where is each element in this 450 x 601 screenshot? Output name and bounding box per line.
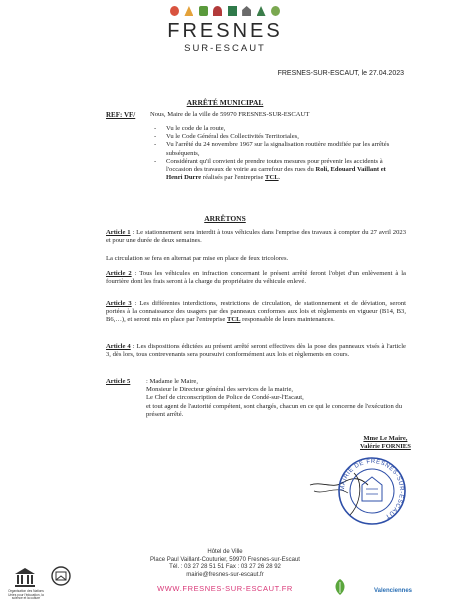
arretons-heading: ARRÊTONS <box>204 214 246 223</box>
article-text: : Tous les véhicules en infraction concernant le présent arrêté feront l'objet d'un enlèvement à la fourrière dont les frais seront à la charge du propriétaire du véhicule enlevé. <box>106 270 406 286</box>
heritage-logo-icon <box>50 565 72 589</box>
stamp-text: MAIRIE DE FRESNES-SUR-ESCAUT <box>339 458 405 520</box>
article-text-after: responsable de leurs maintenances. <box>240 316 335 324</box>
document-title: ARRÊTÉ MUNICIPAL <box>186 98 264 107</box>
logo-icons <box>170 6 280 18</box>
article-5-list <box>146 378 408 419</box>
company-name: TCL <box>226 316 241 324</box>
article-label: Article 1 <box>106 229 131 236</box>
reference: REF: VF/ <box>106 111 136 119</box>
punctuation: . <box>278 174 281 182</box>
consideration-item: - Vu le code de la route, <box>154 125 402 133</box>
streets-bold: Roli, Edouard Vaillant et Henri Durre <box>166 166 386 182</box>
unesco-logo-icon <box>14 566 36 590</box>
footer-line: Hôtel de Ville <box>207 549 243 555</box>
article-5-item: : Madame le Maire, <box>146 378 198 385</box>
consideration-text: Considérant qu'il convient de prendre toutes mesures pour prévenir les accidents à l'occasion des travaux de voirie au carrefour des rues du <box>166 157 383 174</box>
considerations-list <box>154 125 402 182</box>
article-text: : Les dispositions édictées au présent arrêté seront effectives dès la pose des panneaux visés à l'article 3, dès lors, tous contrevenants sera poursuivi conformément aux lois et règlements en cours. <box>106 343 406 359</box>
article-label: Article 4 <box>106 343 131 350</box>
article-1 <box>106 229 406 245</box>
logo-icon <box>242 6 251 16</box>
signature-title: Mme Le Maire, <box>363 435 408 442</box>
article-text: : Le stationnement sera interdit à tous véhicules dans l'emprise des travaux à compter du 27 avril 2023 et pour une durée de deux semaines. <box>106 229 406 245</box>
consideration-item <box>154 158 402 183</box>
logo-icon <box>271 6 280 16</box>
article-label: Article 3 <box>106 300 132 307</box>
signature-name: Valérie FORNIES <box>360 443 411 450</box>
consideration-text-mid: réalisés par l'entreprise <box>201 174 266 182</box>
unesco-label: Organisation des Nations Unies pour l'éducation, la science et la culture <box>8 589 44 601</box>
article-5-item: Monsieur le Directeur général des services de la mairie, <box>146 386 294 394</box>
article-5-item: Le Chef de circonscription de Police de Condé-sur-l'Escaut, <box>146 394 304 402</box>
logo-icon <box>257 6 266 16</box>
logo-icon <box>213 6 222 16</box>
consideration-item: - Vu l'arrêté du 24 novembre 1967 sur la signalisation routière modifiée par les arrêtés subséquents, <box>154 141 402 157</box>
date-line: FRESNES-SUR-ESCAUT, le 27.04.2023 <box>277 70 404 77</box>
footer-line: Tél. : 03 27 28 51 51 Fax : 03 27 26 28 92 <box>169 564 281 571</box>
logo-title: FRESNES <box>167 20 283 42</box>
partner-logo: Valenciennes <box>374 588 413 594</box>
article-2 <box>106 270 406 286</box>
logo-icon <box>170 6 179 16</box>
article-label: Article 2 <box>106 270 132 277</box>
consideration-item: - Vu le Code Général des Collectivités Territoriales, <box>154 133 402 141</box>
article-text: La circulation se fera en alternat par mise en place de feux tricolores. <box>106 255 289 262</box>
mayor-intro: Nous, Maire de la ville de 59970 FRESNES-SUR-ESCAUT <box>150 111 310 118</box>
green-leaf-icon <box>332 578 348 596</box>
article-text: : Les différentes interdictions, restrictions de circulation, de stationnement et de déviation, seront portées à la connaissance des usagers par des panneaux conformes aux lois et règlements en vigueur (B14, B3, B6,…), et seront mis en place par l'entreprise <box>106 300 406 324</box>
footer-line: mairie@fresnes-sur-escaut.fr <box>186 571 264 578</box>
logo-icon <box>228 6 237 16</box>
website-link[interactable]: WWW.FRESNES-SUR-ESCAUT.FR <box>157 584 293 593</box>
article-1-note <box>106 255 406 263</box>
official-stamp <box>302 455 408 527</box>
article-5-item: et tout agent de l'autorité compétent, sont chargés, chacun en ce qui le concerne de l'exécution du présent arrêté. <box>146 402 403 418</box>
logo-subtitle: SUR-ESCAUT <box>184 43 266 54</box>
logo-icon <box>184 6 193 16</box>
article-4 <box>106 343 406 359</box>
article-3 <box>106 300 406 325</box>
signature-block <box>360 435 411 451</box>
logo-icon <box>199 6 208 16</box>
footer-line: Place Paul Vaillant-Couturier, 59970 Fresnes-sur-Escaut <box>150 556 300 563</box>
article-5-label: Article 5 <box>106 378 131 385</box>
company-name: TCL <box>265 174 279 182</box>
